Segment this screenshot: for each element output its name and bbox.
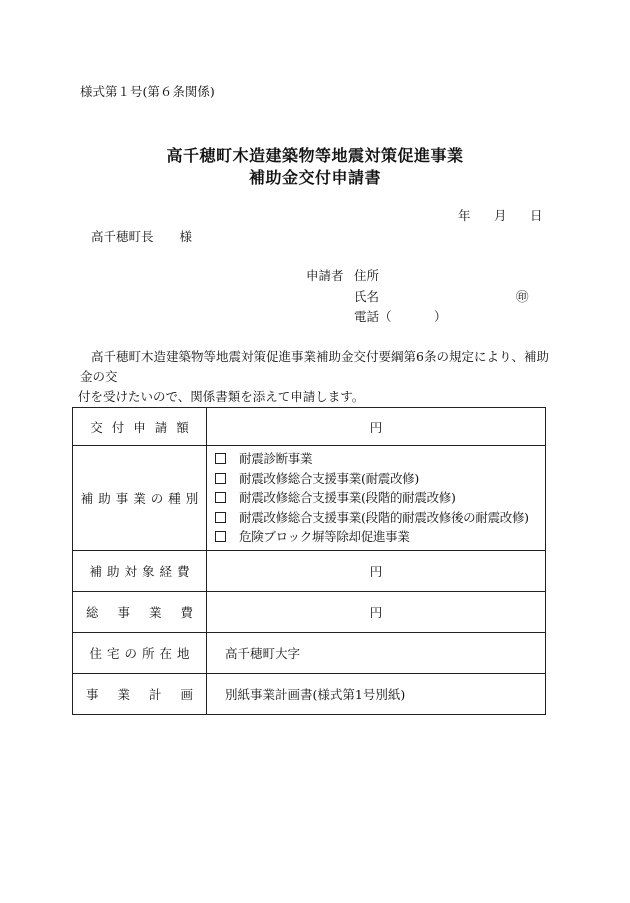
project-type-option[interactable]: [215, 527, 545, 547]
eligible-cost-label: 補助対象経費: [89, 563, 195, 579]
form-number: 様式第１号(第６条関係): [80, 84, 215, 99]
addressee-honorific: 様: [179, 229, 193, 244]
applicant-address-label: 住所: [354, 268, 380, 283]
total-cost-unit: 円: [369, 604, 383, 620]
house-location-field[interactable]: [207, 632, 546, 673]
date-month-label: 月: [494, 208, 507, 223]
project-plan-label-cell: [73, 673, 212, 714]
project-type-option[interactable]: [215, 508, 545, 528]
project-plan-value: 別紙事業計画書(様式第1号別紙): [225, 686, 406, 702]
project-type-option[interactable]: [215, 488, 545, 508]
option-label: 危険ブロック塀等除却促進事業: [239, 529, 410, 545]
application-statement: [80, 347, 560, 407]
checkbox-icon[interactable]: [215, 453, 226, 464]
option-label: 耐震診断事業: [239, 451, 313, 466]
project-plan-label: 事業計画: [85, 686, 212, 702]
checkbox-icon[interactable]: [215, 492, 226, 503]
row-project-plan: [73, 673, 546, 714]
house-location-label-cell: [73, 632, 207, 673]
row-house-location: [73, 632, 546, 673]
applicant-label: 申請者: [306, 268, 344, 283]
row-grant-amount: [73, 408, 546, 446]
project-type-option[interactable]: [215, 449, 545, 469]
document-subtitle: 補助金交付申請書: [248, 168, 381, 187]
house-location-label: 住宅の所在地: [89, 645, 195, 661]
applicant-phone-close: ）: [434, 309, 447, 324]
row-total-cost: [73, 591, 546, 632]
applicant-phone-label: 電話（: [354, 309, 392, 324]
project-plan-field[interactable]: [207, 673, 546, 714]
grant-amount-label: 交付申請額: [90, 419, 198, 435]
checkbox-icon[interactable]: [215, 512, 226, 523]
project-type-label-cell: [73, 446, 207, 551]
checkbox-icon[interactable]: [215, 531, 226, 542]
checkbox-icon[interactable]: [215, 473, 226, 484]
seal-mark: ㊞: [516, 289, 529, 304]
project-type-options: [207, 446, 545, 550]
grant-amount-unit: 円: [369, 419, 383, 435]
date-day-label: 日: [530, 208, 543, 223]
document-title: 高千穂町木造建築物等地震対策促進事業: [166, 146, 464, 165]
project-type-label: 補助事業の種別: [80, 490, 204, 506]
eligible-cost-label-cell: [73, 550, 207, 591]
statement-line-2: 付を受けたいので、関係書類を添えて申請します。: [78, 389, 365, 404]
total-cost-label-cell: [73, 591, 212, 632]
house-location-value: 高千穂町大字: [225, 645, 301, 661]
row-eligible-cost: [73, 550, 546, 591]
project-type-options-cell: [207, 446, 546, 551]
eligible-cost-unit: 円: [369, 563, 383, 579]
option-label: 耐震改修総合支援事業(段階的耐震改修): [239, 490, 456, 506]
application-table: [72, 407, 546, 715]
addressee: [91, 227, 192, 245]
statement-line-1: 高千穂町木造建築物等地震対策促進事業補助金交付要綱第6条の規定により、補助金の交: [80, 349, 549, 384]
grant-amount-field[interactable]: [207, 408, 546, 446]
total-cost-field[interactable]: [207, 591, 546, 632]
total-cost-label: 総事業費: [85, 604, 212, 620]
applicant-name-label: 氏名: [354, 289, 380, 304]
project-type-option[interactable]: [215, 469, 545, 489]
option-label: 耐震改修総合支援事業(耐震改修): [239, 470, 419, 486]
grant-amount-label-cell: [73, 408, 207, 446]
eligible-cost-field[interactable]: [207, 550, 546, 591]
option-label: 耐震改修総合支援事業(段階的耐震改修後の耐震改修): [239, 509, 529, 525]
date-year-label: 年: [458, 208, 471, 223]
row-project-type: [73, 446, 546, 551]
addressee-name: 高千穂町長: [91, 229, 154, 244]
